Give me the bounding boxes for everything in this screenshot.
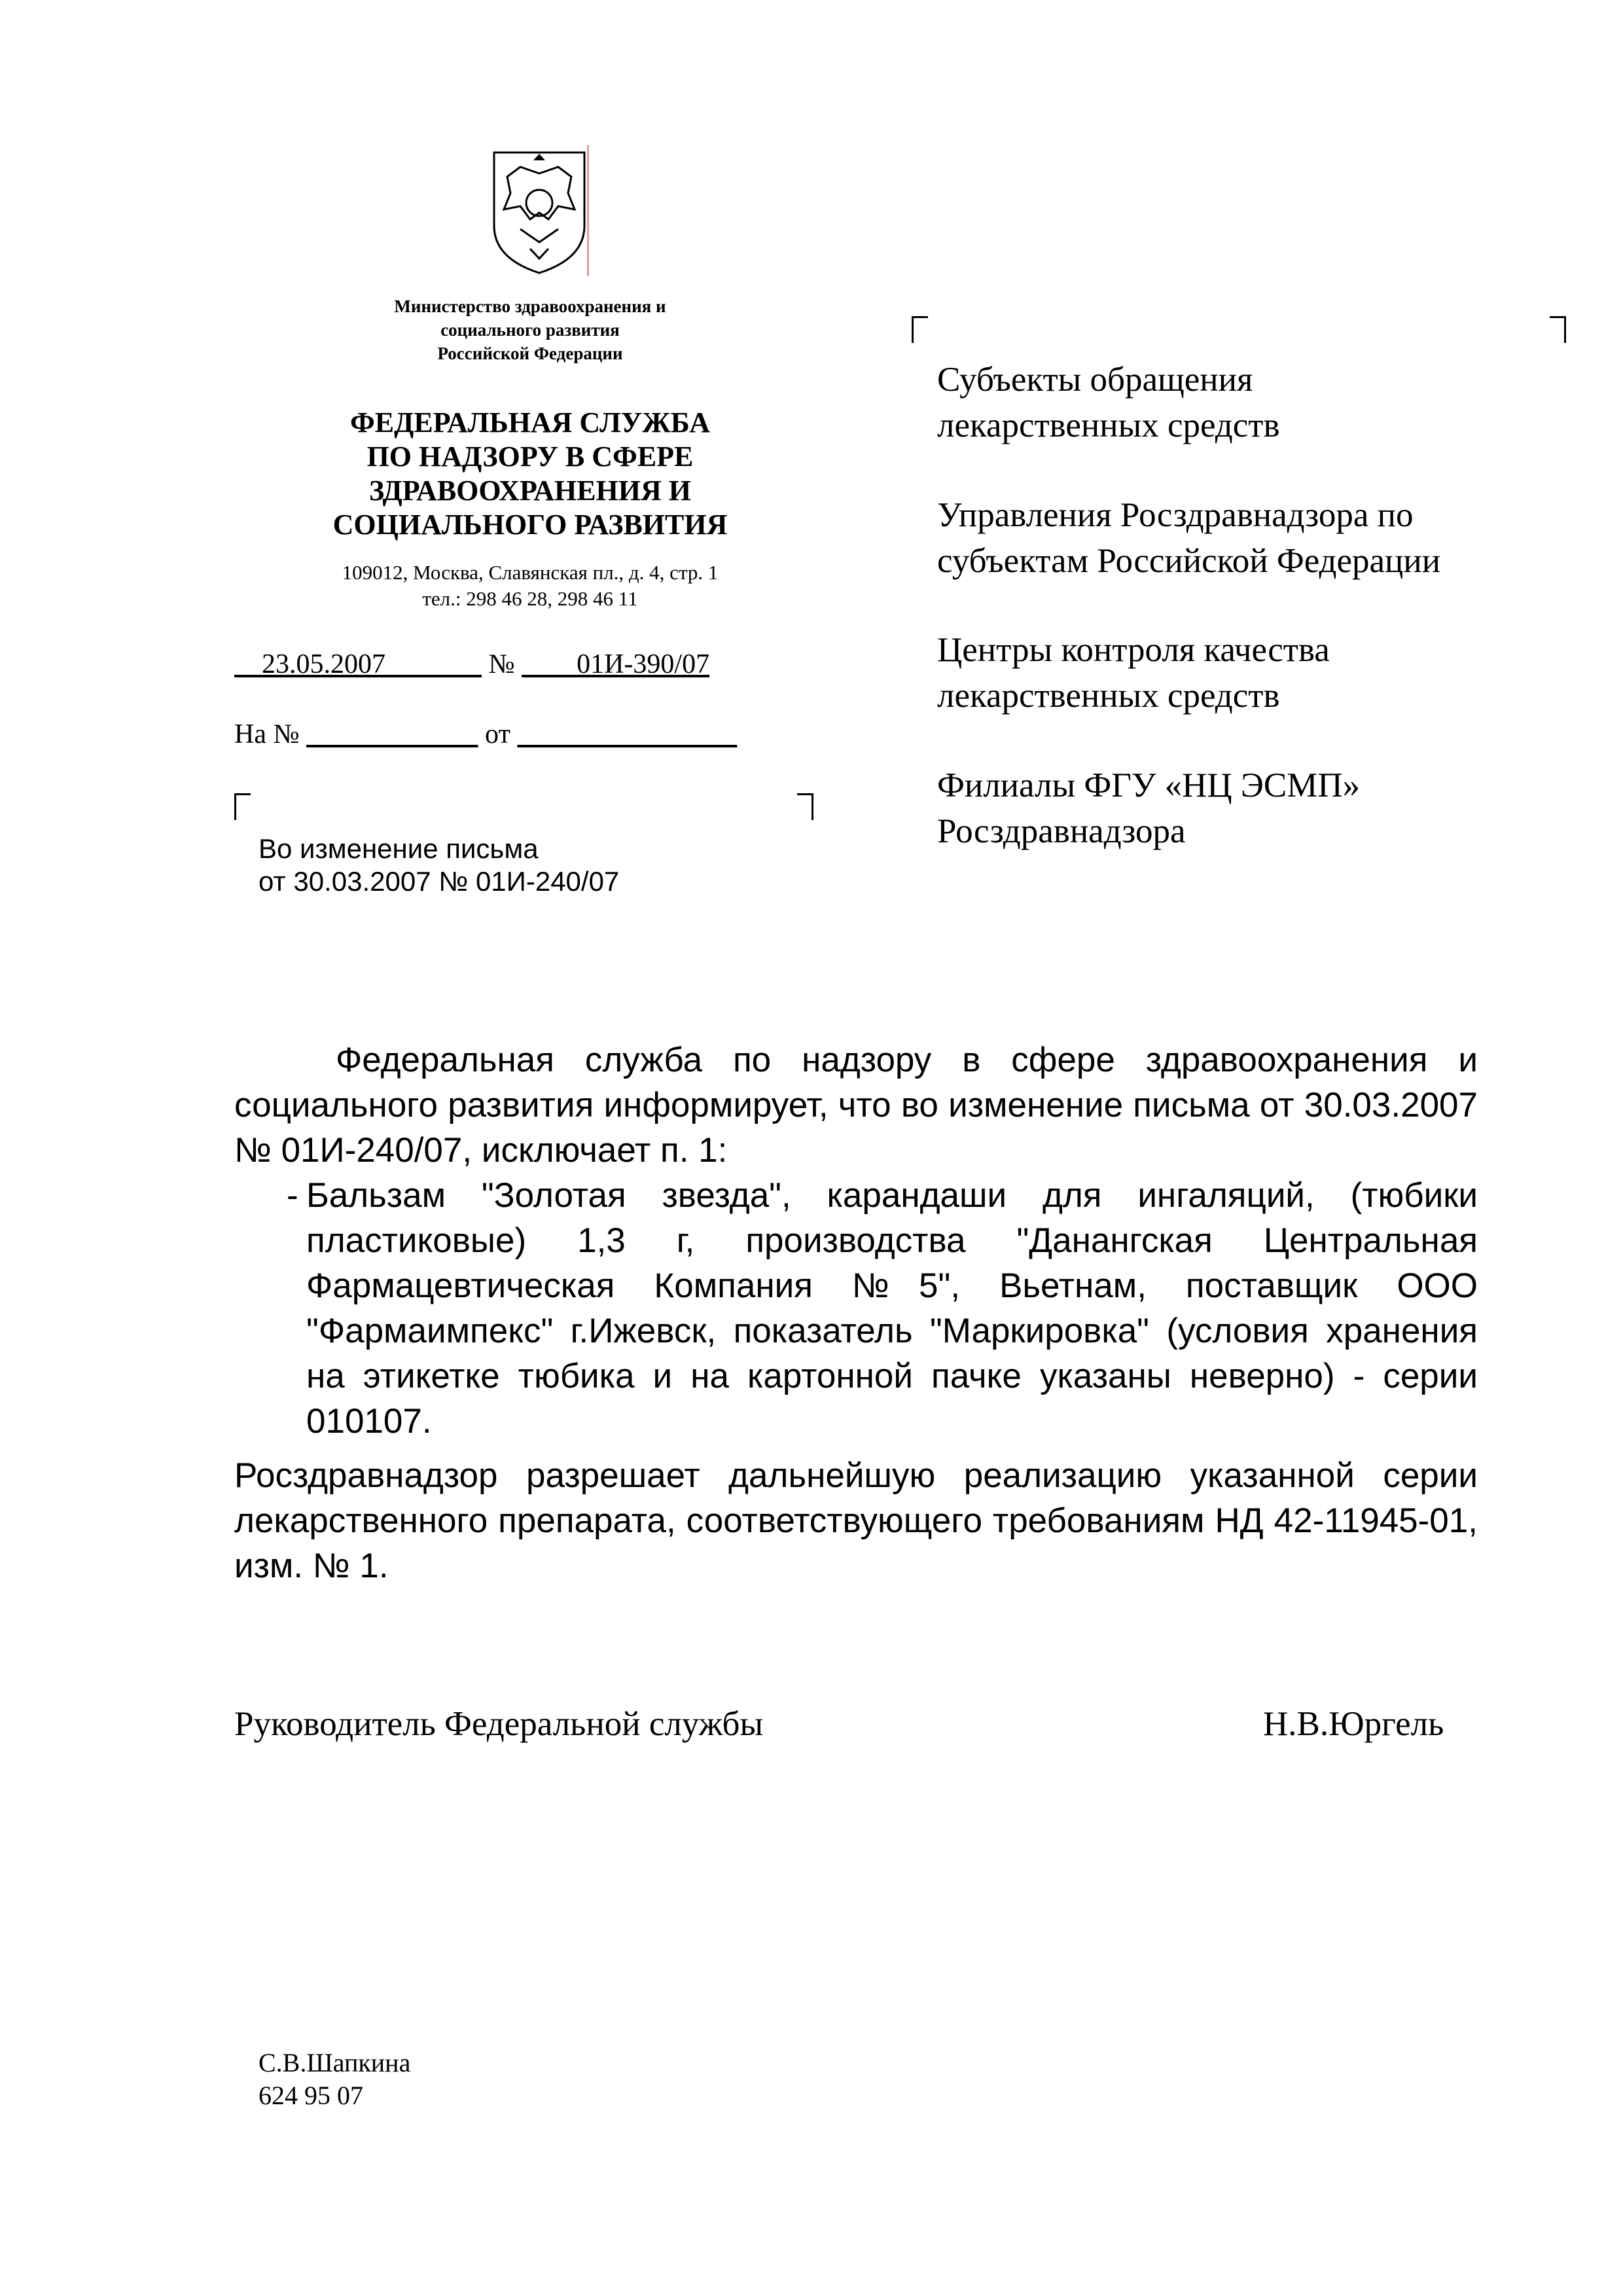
reply-number-blank	[306, 719, 478, 749]
reference-line: от 30.03.2007 № 01И-240/07	[259, 866, 620, 897]
list-item-text: Бальзам "Золотая звезда", карандаши для ингаляций, (тюбики пластиковые) 1,3 г, производства "Данангская Центральная Фармацевтическая Компания №5", Вьетнам, поставщик ООО "Фармаимпекс" г.Ижевск, показатель "Маркировка" (условия хранения на этикетке тюбика и на картонной пачке указаны неверно) - серии 010107.	[306, 1176, 1478, 1441]
recipient-block	[937, 627, 1565, 719]
recipient-block	[937, 357, 1565, 448]
address-line: 109012, Москва, Славянская пл., д. 4, стр. 1	[342, 561, 719, 584]
number-underline-left	[522, 649, 577, 679]
reference-line: Во изменение письма	[259, 833, 539, 864]
number-sign: №	[488, 649, 515, 679]
bracket-corner-top-right	[797, 793, 813, 820]
body-paragraph: Росздравнадзор разрешает дальнейшую реализацию указанной серии лекарственного препарата, соответствующего требованиям НД 42-11945-01, изм. № 1.	[234, 1456, 1478, 1585]
service-name	[262, 406, 798, 542]
recipient-line: субъектам Российской Федерации	[937, 542, 1441, 580]
reply-line	[234, 718, 737, 751]
ministry-line: Российской Федерации	[437, 344, 623, 363]
reply-date-blank	[517, 719, 737, 749]
reference-note	[259, 833, 619, 898]
recipient-line: Субъекты обращения	[937, 361, 1253, 399]
service-line: ЗДРАВООХРАНЕНИЯ И	[368, 475, 691, 507]
recipient-line: Центры контроля качества	[937, 631, 1330, 669]
letter-date: 23.05.2007	[262, 649, 385, 679]
service-line: СОЦИАЛЬНОГО РАЗВИТИЯ	[332, 509, 728, 541]
service-line: ПО НАДЗОРУ В СФЕРЕ	[366, 440, 694, 473]
list-item	[287, 1173, 1478, 1444]
registration-line	[234, 648, 709, 681]
recipients-corner-top-left	[912, 316, 928, 343]
date-underline-right	[385, 649, 482, 679]
bracket-corner-top-left	[234, 793, 251, 820]
russian-coat-of-arms-icon	[481, 147, 597, 278]
from-label: от	[485, 719, 510, 749]
recipient-block	[937, 762, 1565, 854]
executor-phone: 624 95 07	[259, 2081, 363, 2110]
phone-line: тел.: 298 46 28, 298 46 11	[422, 587, 638, 610]
body-paragraph: Федеральная служба по надзору в сфере здравоохранения и социального развития информирует, что во изменение письма от 30.03.2007 № 01И-240/07, исключает п. 1:	[234, 1041, 1478, 1170]
ministry-line: Министерство здравоохранения и	[394, 296, 666, 316]
header-rule	[587, 145, 589, 276]
service-address	[262, 560, 798, 612]
executor-block	[259, 2047, 410, 2112]
reply-label: На №	[234, 719, 300, 749]
recipient-line: Росздравнадзора	[937, 812, 1186, 850]
recipients-corner-top-right	[1550, 316, 1566, 343]
ministry-line: социального развития	[440, 320, 620, 340]
recipient-line: лекарственных средств	[937, 406, 1280, 444]
recipient-line: лекарственных средств	[937, 677, 1280, 715]
ministry-name	[281, 295, 779, 365]
list-dash: -	[287, 1176, 298, 1215]
recipient-block	[937, 492, 1565, 584]
date-underline-left	[234, 649, 262, 679]
executor-name: С.В.Шапкина	[259, 2048, 411, 2077]
recipient-line: Управления Росздравнадзора по	[937, 496, 1414, 534]
signatory-name: Н.В.Юргель	[1263, 1705, 1444, 1743]
signatory-title: Руководитель Федеральной службы	[234, 1705, 764, 1743]
letter-number: 01И-390/07	[577, 649, 710, 679]
service-line: ФЕДЕРАЛЬНАЯ СЛУЖБА	[350, 406, 710, 439]
recipient-line: Филиалы ФГУ «НЦ ЭСМП»	[937, 766, 1361, 804]
